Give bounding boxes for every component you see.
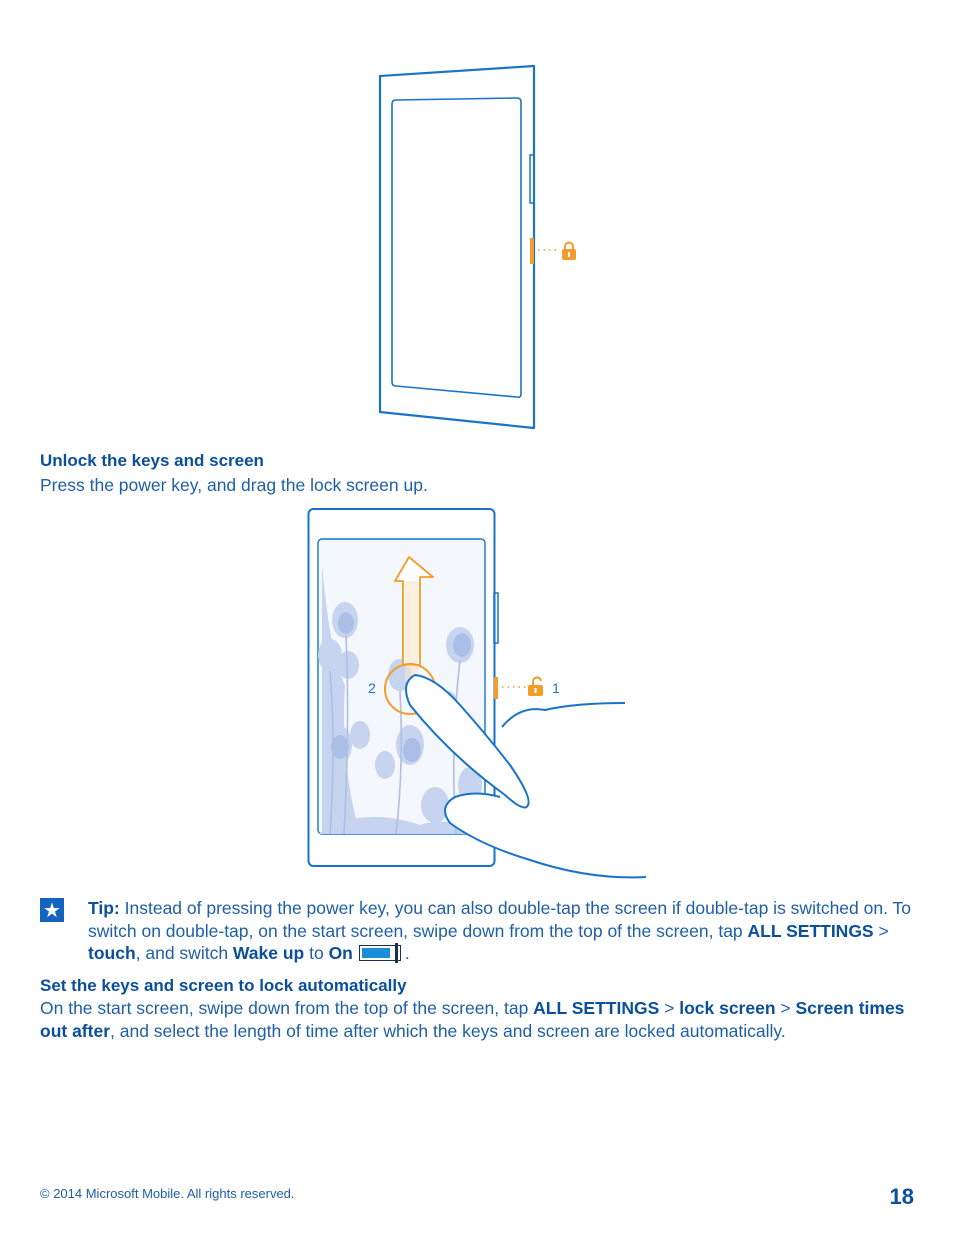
toggle-on-icon: [359, 945, 401, 961]
all-settings-link: ALL SETTINGS: [533, 998, 660, 1018]
unlock-icon: [528, 677, 543, 696]
tip-label: Tip:: [88, 898, 120, 918]
phone-lock-illustration: [370, 60, 590, 435]
phone-unlock-illustration: [300, 505, 650, 880]
wake-up-setting: Wake up: [232, 943, 305, 963]
on-value: On: [328, 943, 353, 963]
all-settings-link: ALL SETTINGS: [747, 920, 874, 941]
touch-setting: touch: [88, 943, 136, 963]
tip-text: Tip: Instead of pressing the power key, you can also double-tap the screen if double-tap is switched on. To switch on double-tap, on the start screen, swipe down from the top of the screen, tap ALL SETTINGS > touch, and switch Wake up to On .: [88, 898, 911, 963]
lock-icon: [562, 243, 576, 261]
autolock-text: On the start screen, swipe down from the top of the screen, tap ALL SETTINGS > lock screen > Screen times out after, and select the length of time after which the keys and screen are locked automatically.: [40, 998, 905, 1041]
step-label-2: 2: [368, 680, 376, 696]
unlock-text: Press the power key, and drag the lock screen up.: [40, 475, 428, 495]
lock-screen-setting: lock screen: [679, 998, 776, 1018]
copyright-text: © 2014 Microsoft Mobile. All rights reserved.: [40, 1186, 295, 1201]
page-number: 18: [889, 1184, 914, 1209]
autolock-heading: Set the keys and screen to lock automatically: [40, 976, 407, 995]
star-icon: ★: [40, 898, 64, 922]
screen-times-out-setting: Screen times out after: [40, 998, 905, 1041]
step-label-1: 1: [552, 680, 560, 696]
unlock-heading: Unlock the keys and screen: [40, 451, 264, 470]
